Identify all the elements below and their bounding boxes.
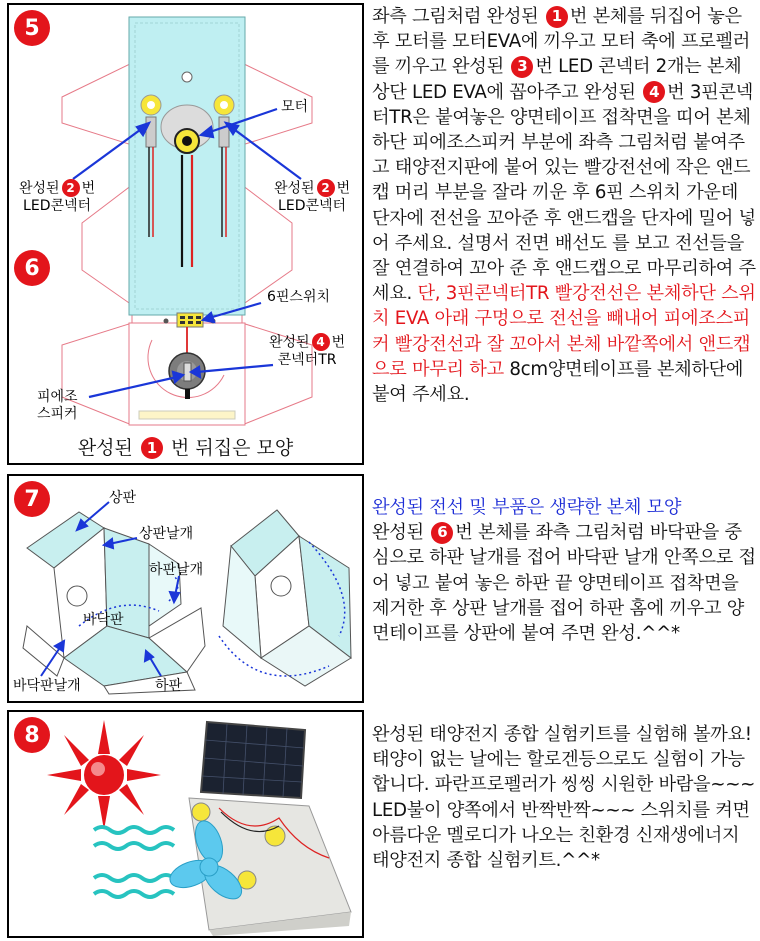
label-top-plate: 상판 <box>109 490 137 506</box>
step-7-note: 완성된 전선 및 부품은 생략한 본체 모양 <box>372 497 682 518</box>
step-badge-8: 8 <box>14 717 50 753</box>
label-motor: 모터 <box>281 99 309 115</box>
label-floor-plate: 바닥판 <box>83 612 124 628</box>
sun-icon <box>47 720 161 830</box>
step-5-text: 좌측 그림처럼 완성된 1 번 본체를 뒤집어 놓은 후 모터를 모터EVA에 끼우고 모터 축에 프로펠러를 끼우고 완성된 3 번 LED 콘넥터 2개는 본체 상단 LED EVA에 꼽아주고 완성된 4 번 3핀콘넥터TR은 붙여놓은 양면테이프 접착면을 띠어 본체 하단 피에조스피커 부분에 좌측 그림처럼 붙여주고 태양전지판에 붙어 있는 빨강전선에 작은 앤드캡 머리 부분을 잘라 끼운 후 6핀 스위치 가운데 단자에 전선을 꼬아준 후 앤드캡을 단자에 밀어 넣어 주세요. 설명서 전면 배선도 를 보고 전선들을 잘 연결하여 꼬아 준 후 앤드캡으로 마무리하여 주세요. 단, 3핀콘넥터TR 빨강전선은 본체하단 스위치 EVA 아래 구멍으로 전선을 빼내어 피에조스피커 빨강전선과 잘 꼬아서 본체 바깥쪽에서 앤드캡으로 마무리 하고 8cm양면테이프를 본체하단에 붙여 주세요. <box>372 6 756 406</box>
wind-waves <box>94 827 174 897</box>
label-six-pin-switch: 6핀스위치 <box>267 289 331 305</box>
label-bottom-wing: 하판날개 <box>149 562 204 578</box>
step-badge-5: 5 <box>14 10 50 46</box>
step-badge-7: 7 <box>14 481 50 517</box>
step-5-warning: 단, 3핀콘넥터TR 빨강전선은 본체하단 스위치 EVA 아래 구멍으로 전선을 빼내어 피에조스피커 빨강전선과 잘 꼬아서 본체 바깥쪽에서 앤드캡으로 마무리 하고 <box>372 283 756 380</box>
six-pin-switch <box>177 313 203 327</box>
label-led-right: 완성된 2 번 LED콘넥터 <box>274 180 351 214</box>
step-badge-6: 6 <box>14 250 50 286</box>
label-bottom-plate: 하판 <box>155 678 183 694</box>
step-7-text: 완성된 전선 및 부품은 생략한 본체 모양 완성된 6 번 본체를 좌측 그림처럼 바닥판을 중심으로 하판 날개를 접어 바닥판 날개 안쪽으로 접어 넣고 붙여 놓은 하판 끝 양면테이프 접착면을 제거한 후 상판 날개를 접어 하판 홈에 끼우고 양면테이프를 상판에 붙여 주면 완성.^^* <box>372 497 756 645</box>
folding-diagram <box>9 476 362 701</box>
solar-panel <box>201 722 305 798</box>
label-top-wing: 상판날개 <box>139 526 194 542</box>
step-8-text: 완성된 태양전지 종합 실험키트를 실험해 볼까요! 태양이 없는 날에는 할로겐등으로도 실험이 가능합니다. 파란프로펠러가 씽씽 시원한 바람을~~~ LED불이 양쪽에서 반짝반짝~~~ 스위치를 켜면 아름다운 멜로디가 나오는 친환경 신재생에너지 태양전지 종합 실험키트.^^* <box>372 724 756 872</box>
step-8-panel <box>7 710 364 938</box>
step-5-panel <box>7 3 364 465</box>
finished-kit-illustration <box>9 712 362 936</box>
label-floor-wing: 바닥판날개 <box>13 678 81 694</box>
figure-caption-5: 완성된 1 번 뒤집은 모양 <box>77 437 294 459</box>
label-led-left: 완성된 2 번 LED콘넥터 <box>19 180 96 214</box>
body-top-plate <box>129 17 245 315</box>
label-piezo: 피에조 스피커 <box>37 389 78 422</box>
step-7-panel <box>7 474 364 703</box>
label-connector-tr: 완성된 4 번 콘넥터TR <box>269 334 346 368</box>
